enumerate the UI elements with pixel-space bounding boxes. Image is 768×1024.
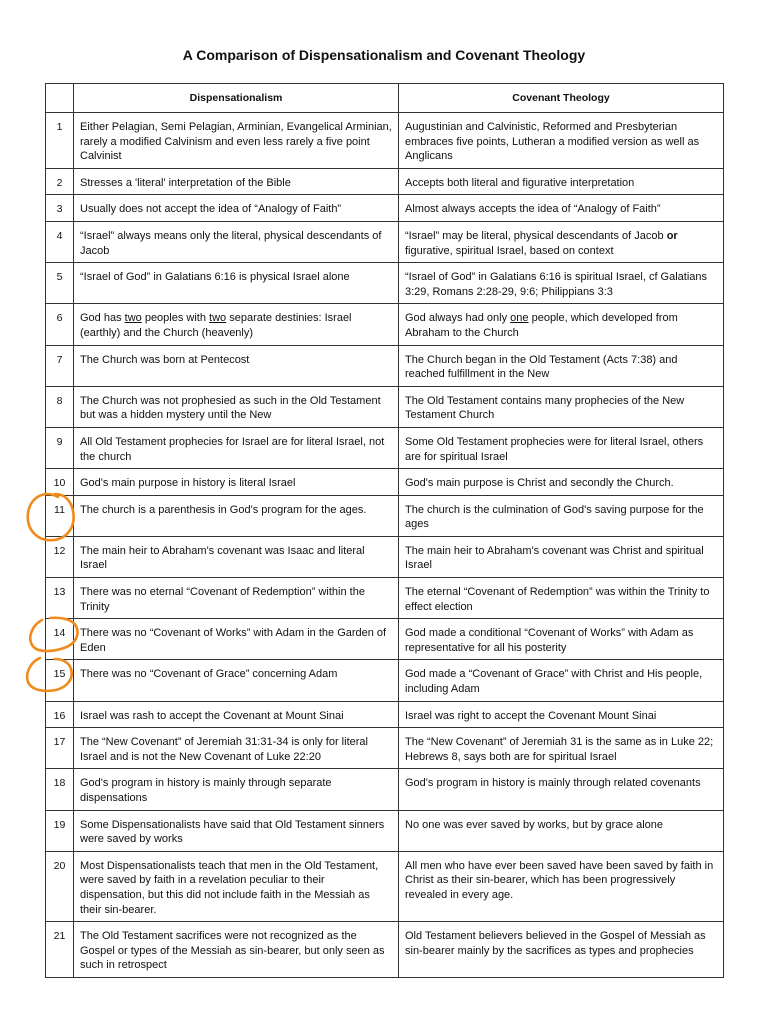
row-number: 7 [46,345,74,386]
table-row [46,304,724,345]
cell-text: The “New Covenant” of Jeremiah 31:31-34 is only for literal Israel and is not the New Covenant of Luke 22:20 [80,736,368,763]
dispensationalism-cell [74,769,399,810]
cell-text: Either Pelagian, Semi Pelagian, Arminian, Evangelical Arminian, rarely a modified Calvinism and even less rarely a five point Calvinist [80,121,392,163]
underlined-text: two [209,312,227,325]
table-row [46,701,724,728]
row-number: 10 [46,469,74,496]
dispensationalism-cell [74,304,399,345]
cell-text: God's main purpose is Christ and secondly the Church. [405,477,674,490]
cell-text: God's program in history is mainly through separate dispensations [80,777,332,804]
covenant-theology-cell [399,495,724,536]
row-number: 8 [46,386,74,427]
covenant-theology-cell [399,427,724,468]
underlined-text: one [510,312,529,325]
row-number: 3 [46,195,74,222]
table-row [46,345,724,386]
covenant-theology-cell [399,769,724,810]
cell-text: Israel was right to accept the Covenant Mount Sinai [405,709,657,722]
dispensationalism-cell [74,922,399,978]
dispensationalism-cell [74,221,399,262]
table-row [46,851,724,921]
dispensationalism-cell [74,578,399,619]
cell-text: No one was ever saved by works, but by grace alone [405,818,664,831]
covenant-theology-cell [399,113,724,169]
cell-text: There was no eternal “Covenant of Redemption” within the Trinity [80,586,365,613]
dispensationalism-cell [74,263,399,304]
table-row [46,263,724,304]
dispensationalism-cell [74,810,399,851]
cell-text: Some Dispensationalists have said that Old Testament sinners were saved by works [80,818,385,846]
document-title: A Comparison of Dispensationalism and Covenant Theology [182,47,586,63]
cell-text: God's main purpose in history is literal Israel [80,477,296,490]
row-number: 16 [46,701,74,728]
comparison-table [45,83,724,978]
dispensationalism-cell [74,619,399,660]
row-number: 19 [46,810,74,851]
covenant-theology-cell [399,345,724,386]
dispensationalism-cell [74,386,399,427]
covenant-theology-cell [399,221,724,262]
cell-text: The Church began in the Old Testament (Acts 7:38) and reached fulfillment in the New [405,353,678,381]
row-number: 17 [46,728,74,769]
row-number: 6 [46,304,74,345]
cell-text: The Old Testament contains many prophecies of the New Testament Church [405,394,685,422]
table-header [46,84,724,113]
cell-text: All men who have ever been saved have been saved by faith in Christ as their sin-bearer, which has been progressively revealed in every age. [405,859,714,901]
table-row [46,195,724,222]
dispensationalism-cell [74,495,399,536]
covenant-theology-cell [399,386,724,427]
dispensationalism-cell [74,728,399,769]
cell-text: “Israel” always means only the literal, physical descendants of Jacob [80,229,382,257]
cell-text: The Church was born at Pentecost [80,353,250,366]
row-number: 21 [46,922,74,978]
cell-text: Almost always accepts the idea of “Analogy of Faith” [405,203,661,216]
header-dispensationalism: Dispensationalism [74,84,399,113]
cell-text: “Israel of God” in Galatians 6:16 is physical Israel alone [80,271,350,284]
row-number: 2 [46,168,74,195]
covenant-theology-cell [399,168,724,195]
dispensationalism-cell [74,345,399,386]
row-number: 1 [46,113,74,169]
table-row [46,386,724,427]
covenant-theology-cell [399,195,724,222]
covenant-theology-cell [399,701,724,728]
table-row [46,660,724,701]
covenant-theology-cell [399,619,724,660]
row-number: 4 [46,221,74,262]
row-number: 20 [46,851,74,921]
table-body [46,113,724,978]
table-row [46,578,724,619]
cell-text: Old Testament believers believed in the Gospel of Messiah as sin-bearer mainly by the sacrifices as types and prophecies [405,930,706,957]
table-row [46,113,724,169]
cell-text: God's program in history is mainly through related covenants [405,777,701,790]
cell-text: “Israel” may be literal, physical descendants of Jacob [405,229,667,242]
row-number: 18 [46,769,74,810]
cell-text: separate destinies: Israel (earthly) and the Church (heavenly) [80,312,352,339]
cell-text: The Church was not prophesied as such in the Old Testament but was a hidden mystery until the New [80,394,381,422]
cell-text: “Israel of God” in Galatians 6:16 is spiritual Israel, cf Galatians 3:29, Romans 2:28-29, 9:6; Philippians 3:3 [405,271,708,298]
underlined-text: two [124,312,142,325]
cell-text: Usually does not accept the idea of “Analogy of Faith” [80,203,342,216]
cell-text: Israel was rash to accept the Covenant at Mount Sinai [80,709,344,722]
cell-text: There was no “Covenant of Grace” concerning Adam [80,668,338,681]
cell-text: The “New Covenant” of Jeremiah 31 is the same as in Luke 22; Hebrews 8, says both are for spiritual Israel [405,736,714,763]
dispensationalism-cell [74,851,399,921]
dispensationalism-cell [74,536,399,577]
cell-text: Augustinian and Calvinistic, Reformed and Presbyterian embraces five points, Lutheran a modified version as well as Anglicans [405,121,700,163]
row-number: 11 [46,495,74,536]
cell-text: The church is a parenthesis in God's program for the ages. [80,503,367,516]
row-number: 13 [46,578,74,619]
covenant-theology-cell [399,469,724,496]
covenant-theology-cell [399,304,724,345]
covenant-theology-cell [399,660,724,701]
dispensationalism-cell [74,660,399,701]
cell-text: Most Dispensationalists teach that men in the Old Testament, were saved by faith in a revelation peculiar to their dispensation, but this did not include faith in the Messiah as their sin-bearer. [80,859,379,916]
cell-text: Stresses a 'literal' interpretation of the Bible [80,176,291,189]
cell-text: Accepts both literal and figurative interpretation [405,176,635,189]
dispensationalism-cell [74,469,399,496]
row-number: 12 [46,536,74,577]
cell-text: The Old Testament sacrifices were not recognized as the Gospel or types of the Messiah as sin-bearer, but only seen as such in retrospect [80,930,385,972]
row-number: 15 [46,660,74,701]
row-number: 14 [46,619,74,660]
table-row [46,495,724,536]
cell-text: The eternal “Covenant of Redemption” was within the Trinity to effect election [405,586,710,613]
row-number: 5 [46,263,74,304]
covenant-theology-cell [399,536,724,577]
emphasis-text: or [666,229,678,242]
dispensationalism-cell [74,427,399,468]
cell-text: God made a “Covenant of Grace” with Christ and His people, including Adam [405,668,703,696]
covenant-theology-cell [399,851,724,921]
cell-text: God has [80,312,125,325]
header-row [46,84,724,113]
dispensationalism-cell [74,701,399,728]
cell-text: figurative, spiritual Israel, based on context [405,244,614,257]
table-row [46,536,724,577]
dispensationalism-cell [74,168,399,195]
cell-text: people, which developed from Abraham to the Church [405,312,678,339]
header-number-cell [46,84,74,113]
row-number: 9 [46,427,74,468]
cell-text: The main heir to Abraham's covenant was Christ and spiritual Israel [405,544,704,572]
cell-text: The church is the culmination of God's saving purpose for the ages [405,503,704,531]
header-covenant-theology: Covenant Theology [399,84,724,113]
covenant-theology-cell [399,922,724,978]
cell-text: God made a conditional “Covenant of Works” with Adam as representative for all his posterity [405,627,694,654]
table-row [46,427,724,468]
cell-text: peoples with [141,312,210,325]
covenant-theology-cell [399,578,724,619]
table-row [46,810,724,851]
covenant-theology-cell [399,728,724,769]
table-row [46,221,724,262]
table-row [46,769,724,810]
covenant-theology-cell [399,263,724,304]
cell-text: God always had only [405,312,511,325]
table-row [46,619,724,660]
table-row [46,168,724,195]
dispensationalism-cell [74,113,399,169]
table-row [46,469,724,496]
cell-text: Some Old Testament prophecies were for literal Israel, others are for spiritual Israel [405,435,704,463]
cell-text: There was no “Covenant of Works” with Adam in the Garden of Eden [80,627,387,654]
cell-text: All Old Testament prophecies for Israel are for literal Israel, not the church [80,435,385,463]
table-row [46,922,724,978]
table-row [46,728,724,769]
dispensationalism-cell [74,195,399,222]
covenant-theology-cell [399,810,724,851]
cell-text: The main heir to Abraham's covenant was Isaac and literal Israel [80,544,365,572]
